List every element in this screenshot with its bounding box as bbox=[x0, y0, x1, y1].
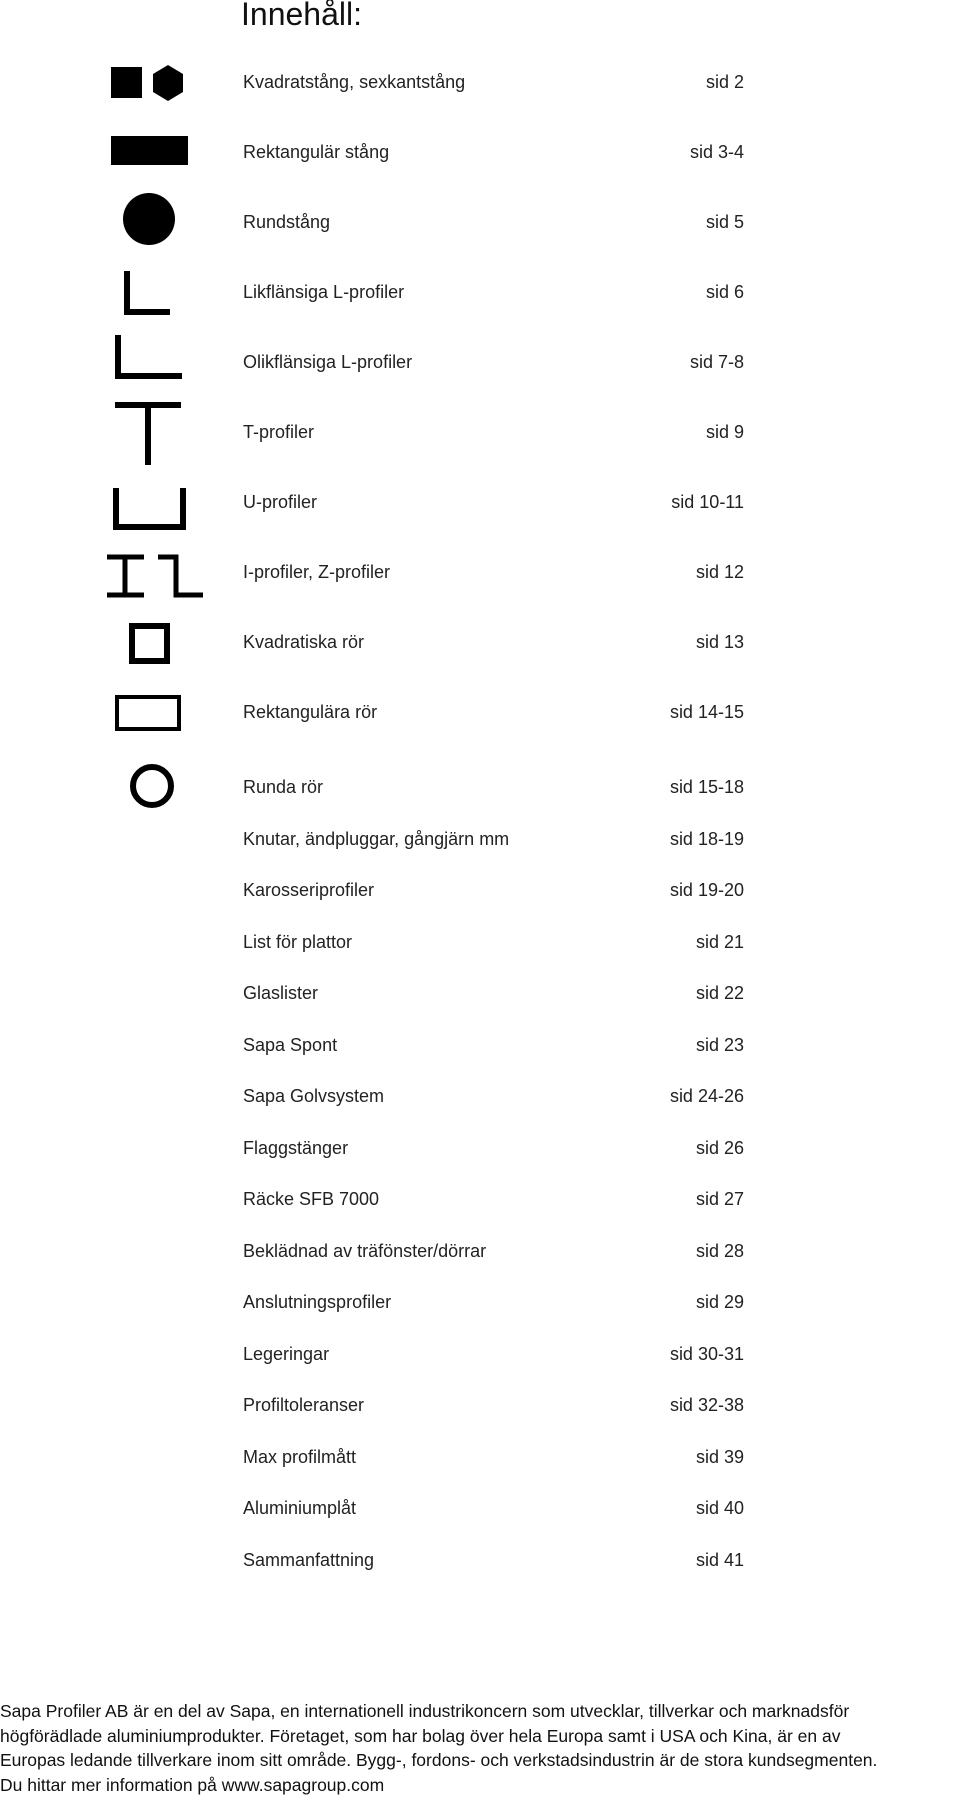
toc-page: sid 21 bbox=[695, 932, 744, 952]
toc-label: Knutar, ändpluggar, gångjärn mm bbox=[243, 829, 510, 849]
toc-row[interactable] bbox=[0, 927, 960, 957]
toc-row[interactable] bbox=[0, 1493, 960, 1523]
toc-label: Anslutningsprofiler bbox=[243, 1292, 392, 1312]
footer-line: Sapa Profiler AB är en del av Sapa, en internationell industrikoncern som utvecklar, tillverkar och marknadsför bbox=[0, 1701, 850, 1721]
toc-label: Legeringar bbox=[243, 1344, 330, 1364]
toc-page: sid 13 bbox=[695, 632, 744, 652]
toc-label: Kvadratiska rör bbox=[243, 632, 365, 652]
toc-label: List för plattor bbox=[243, 932, 353, 952]
footer-line: Europas ledande tillverkare inom sitt område. Bygg-, fordons- och verkstadsindustrin är de stora kundsegmenten. bbox=[0, 1750, 878, 1770]
toc-page: sid 5 bbox=[705, 212, 744, 232]
toc-page: sid 18-19 bbox=[669, 829, 744, 849]
toc-row[interactable] bbox=[0, 1133, 960, 1163]
toc-label: I-profiler, Z-profiler bbox=[243, 562, 391, 582]
equal-l-profile-icon bbox=[124, 270, 174, 316]
toc-row[interactable] bbox=[0, 1184, 960, 1214]
toc-label: Aluminiumplåt bbox=[243, 1498, 357, 1518]
toc-row[interactable] bbox=[0, 875, 960, 905]
toc-label: Sapa Golvsystem bbox=[243, 1086, 385, 1106]
toc-label: Rektangulära rör bbox=[243, 702, 378, 722]
toc-label: Sammanfattning bbox=[243, 1550, 375, 1570]
footer-line: Du hittar mer information på www.sapagroup.com bbox=[0, 1774, 385, 1795]
toc-page: sid 27 bbox=[695, 1189, 744, 1209]
rectangular-bar-icon bbox=[110, 135, 190, 167]
toc-page: sid 19-20 bbox=[669, 880, 744, 900]
toc-label: Likflänsiga L-profiler bbox=[243, 282, 405, 302]
unequal-l-profile-icon bbox=[114, 334, 184, 380]
toc-page: sid 29 bbox=[695, 1292, 744, 1312]
toc-row[interactable] bbox=[0, 824, 960, 854]
toc-page: sid 15-18 bbox=[669, 777, 744, 797]
toc-row[interactable] bbox=[0, 1236, 960, 1266]
toc-label: Räcke SFB 7000 bbox=[243, 1189, 380, 1209]
toc-label: Sapa Spont bbox=[243, 1035, 338, 1055]
toc-row[interactable] bbox=[0, 1442, 960, 1472]
toc-page: sid 2 bbox=[705, 72, 744, 92]
toc-page: sid 9 bbox=[705, 422, 744, 442]
toc-row[interactable] bbox=[0, 978, 960, 1008]
square-hexagon-bar-icon bbox=[110, 64, 190, 102]
toc-row[interactable] bbox=[0, 1030, 960, 1060]
toc-page: sid 22 bbox=[695, 983, 744, 1003]
toc-label: Runda rör bbox=[243, 777, 324, 797]
toc-row[interactable] bbox=[0, 1545, 960, 1575]
toc-label: Karosseriprofiler bbox=[243, 880, 375, 900]
square-tube-icon bbox=[129, 623, 173, 667]
u-profile-icon bbox=[112, 487, 188, 531]
toc-row[interactable] bbox=[0, 1390, 960, 1420]
toc-label: Max profilmått bbox=[243, 1447, 357, 1467]
toc-page: sid 30-31 bbox=[669, 1344, 744, 1364]
rectangular-tube-icon bbox=[114, 694, 184, 734]
toc-page: sid 26 bbox=[695, 1138, 744, 1158]
toc-label: Flaggstänger bbox=[243, 1138, 349, 1158]
t-profile-icon bbox=[114, 401, 184, 467]
toc-row[interactable] bbox=[0, 1339, 960, 1369]
toc-label: Glaslister bbox=[243, 983, 319, 1003]
footer-line: högförädlade aluminiumprodukter. Företaget, som har bolag över hela Europa samt i USA och Kina, är en av bbox=[0, 1725, 841, 1746]
toc-page: sid 10-11 bbox=[671, 492, 744, 512]
toc-label: Olikflänsiga L-profiler bbox=[243, 352, 413, 372]
toc-label: Beklädnad av träfönster/dörrar bbox=[243, 1241, 487, 1261]
toc-label: T-profiler bbox=[243, 422, 315, 442]
round-tube-icon bbox=[128, 762, 178, 812]
toc-page: sid 7-8 bbox=[689, 352, 744, 372]
toc-page: sid 24-26 bbox=[669, 1086, 744, 1106]
toc-page: sid 12 bbox=[695, 562, 744, 582]
toc-label: Rektangulär stång bbox=[243, 142, 390, 162]
toc-page: sid 14-15 bbox=[669, 702, 744, 722]
toc-label: U-profiler bbox=[243, 492, 318, 512]
toc-page: sid 32-38 bbox=[669, 1395, 744, 1415]
toc-page: sid 40 bbox=[695, 1498, 744, 1518]
i-z-profile-icon bbox=[106, 554, 206, 600]
toc-page: sid 6 bbox=[705, 282, 744, 302]
toc-row[interactable] bbox=[0, 1287, 960, 1317]
footer-text bbox=[0, 1699, 960, 1797]
toc-label: Profiltoleranser bbox=[243, 1395, 365, 1415]
toc-page: sid 23 bbox=[695, 1035, 744, 1055]
toc-page: sid 41 bbox=[695, 1550, 744, 1570]
toc-page: sid 39 bbox=[695, 1447, 744, 1467]
toc-page: sid 3-4 bbox=[689, 142, 744, 162]
toc-label: Kvadratstång, sexkantstång bbox=[243, 72, 466, 92]
round-bar-icon bbox=[122, 192, 178, 248]
toc-row[interactable] bbox=[0, 1081, 960, 1111]
toc-label: Rundstång bbox=[243, 212, 331, 232]
toc-page: sid 28 bbox=[695, 1241, 744, 1261]
page-title: Innehåll: bbox=[241, 0, 362, 32]
